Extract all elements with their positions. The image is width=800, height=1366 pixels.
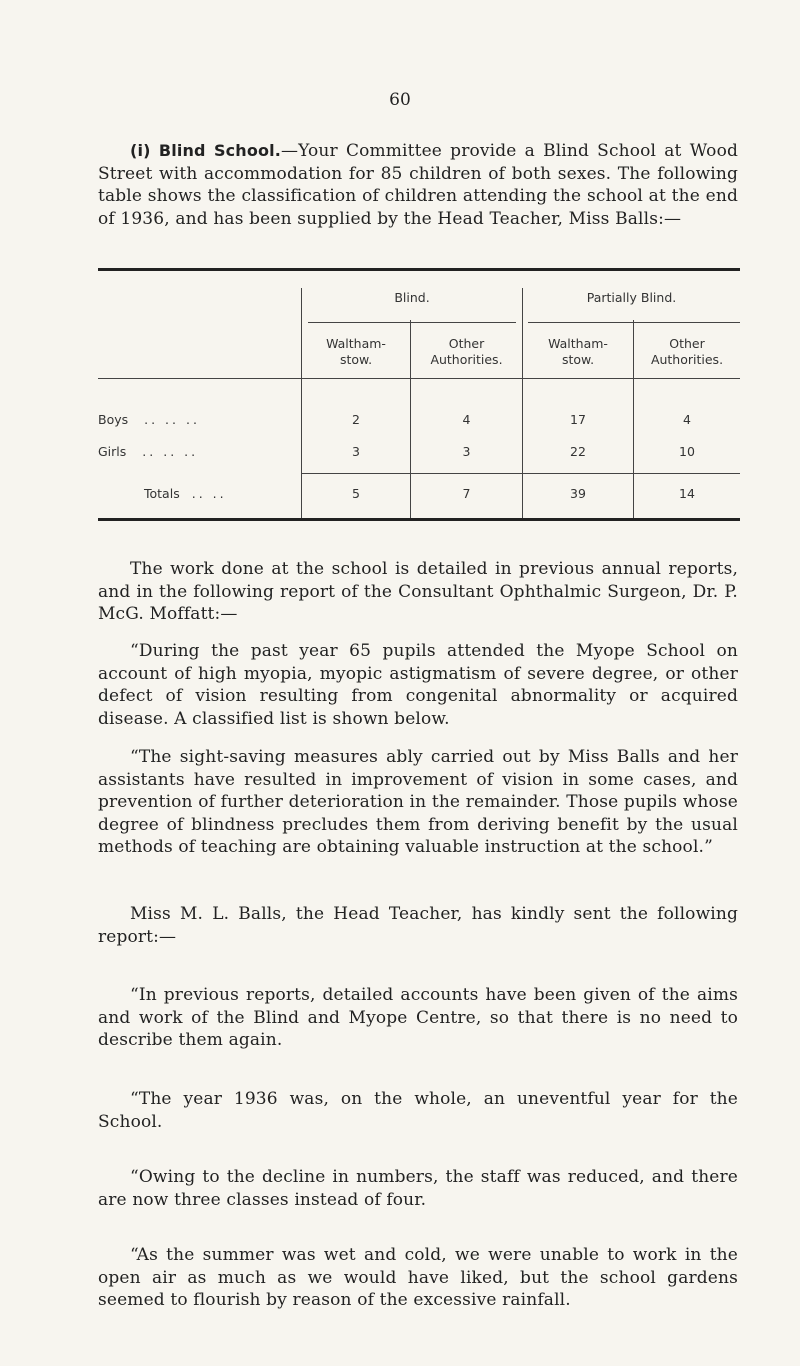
table-rule — [308, 322, 516, 323]
table-divider — [301, 288, 302, 518]
table-rule — [302, 473, 740, 474]
intro-text: —Your Committee provide a Blind School at Wood Street with accommodation for 85 children of both sexes. The following table shows the classification of children attending the school at the end of 1936, and has been supplied by the Head Teacher, Miss Balls:— — [98, 141, 738, 229]
table-cell: 4 — [462, 412, 471, 427]
table-cell: 7 — [462, 486, 471, 501]
table-top-rule — [98, 268, 740, 271]
body-paragraph: “Owing to the decline in numbers, the staff was reduced, and there are now three classes instead of four. — [98, 1167, 738, 1210]
body-paragraph: “The year 1936 was, on the whole, an uneventful year for the School. — [98, 1089, 738, 1132]
table-rule — [528, 322, 740, 323]
table-cell: 39 — [570, 486, 586, 501]
subheader-walthamstow: Waltham- stow. — [548, 336, 608, 367]
row-label-boys: Boys .. .. .. — [98, 412, 200, 427]
page-number: 60 — [389, 90, 411, 110]
row-label-totals: Totals .. .. — [144, 486, 227, 501]
table-cell: 14 — [679, 486, 695, 501]
table-cell: 22 — [570, 444, 586, 459]
table-cell: 17 — [570, 412, 586, 427]
header-blind: Blind. — [394, 290, 430, 305]
table-cell: 5 — [352, 486, 360, 501]
body-paragraph: Miss M. L. Balls, the Head Teacher, has kindly sent the following report:— — [98, 904, 738, 947]
body-paragraph: “As the summer was wet and cold, we were unable to work in the open air as much as we would have liked, but the school gardens seemed to flourish by reason of the excessive rainfall. — [98, 1245, 738, 1310]
classification-table — [98, 268, 740, 522]
subheader-other-authorities: Other Authorities. — [650, 336, 724, 367]
body-paragraph: The work done at the school is detailed in previous annual reports, and in the following report of the Consultant Ophthalmic Surgeon, Dr. P. McG. Moffatt:— — [98, 559, 738, 624]
intro-paragraph — [98, 140, 738, 230]
table-cell: 3 — [462, 444, 471, 459]
table-divider — [522, 288, 523, 518]
subheader-other-authorities: Other Authorities. — [430, 336, 503, 367]
subheader-walthamstow: Waltham- stow. — [326, 336, 386, 367]
row-label-girls: Girls .. .. .. — [98, 444, 199, 459]
table-cell: 3 — [352, 444, 360, 459]
body-paragraph: “During the past year 65 pupils attended the Myope School on account of high myopia, myopic astigmatism of severe degree, or other defect of vision resulting from congenital abnormality or acquired disease. A classified list is shown below. — [98, 641, 738, 729]
section-heading: (i) Blind School. — [130, 141, 281, 160]
header-partially-blind: Partially Blind. — [586, 290, 677, 305]
table-cell: 4 — [683, 412, 691, 427]
table-rule — [98, 378, 740, 379]
table-cell: 10 — [679, 444, 695, 459]
table-cell: 2 — [352, 412, 360, 427]
table-bottom-rule — [98, 518, 740, 521]
body-paragraph: “The sight-saving measures ably carried out by Miss Balls and her assistants have resulted in improvement of vision in some cases, and prevention of further deterioration in the remainder. Those pupils whose degree of blindness precludes them from deriving benefit by the usual methods of teaching are obtaining valuable instruction at the school.” — [98, 747, 738, 857]
body-paragraph: “In previous reports, detailed accounts have been given of the aims and work of the Blind and Myope Centre, so that there is no need to describe them again. — [98, 985, 738, 1050]
